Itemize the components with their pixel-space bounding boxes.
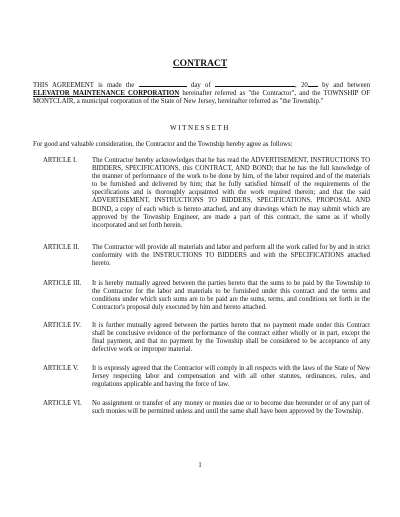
article-6 xyxy=(43,400,370,416)
article-label: ARTICLE VI. xyxy=(43,400,82,407)
article-text: It is hereby mutually agreed between the parties hereto that the sums to be paid by the Township to the Contractor for the labor and materials to be furnished under this contract and the terms and conditions under which such sums are to be paid are the sums, terms, and conditions set forth in the Contractor's proposal duly executed by him and hereto attached. xyxy=(92,280,370,312)
year-blank xyxy=(308,80,318,87)
article-5 xyxy=(43,365,370,389)
contractor-name: ELEVATOR MAINTENANCE CORPORATION xyxy=(33,90,180,98)
article-text: It is expressly agreed that the Contractor will comply in all respects with the laws of the State of New Jersey respecting labor and compensation and with all other statutes, ordinances, rules, and regulations applicable and having the force of law. xyxy=(92,365,370,389)
intro-text-5: hereinafter referred as "the Contractor", and the TOWNSHIP OF MONTCLAIR, a municipal corporation of the State of New Jersey, hereinafter referred as "the Township." xyxy=(33,90,370,106)
intro-text-3: , 20 xyxy=(295,82,308,89)
intro-text-2: day of xyxy=(190,82,211,89)
article-label: ARTICLE IV. xyxy=(43,322,81,329)
article-text: No assignment or transfer of any money or monies due or to become due hereunder or of any part of such monies will be permitted unless and until the same shall have been approved by the Township. xyxy=(92,400,370,416)
article-text: The Contractor hereby acknowledges that he has read the ADVERTISEMENT, INSTRUCTIONS TO BIDDERS, SPECIFICATIONS, this CONTRACT, AND BOND; that he has the full knowledge of the manner of performance of the work to be done by him, of the labor required and of the materials to be furnished and delivered by him; that he fully satisfied himself of the requirements of the specifications and is thoroughly acquainted with the work required therein; and that the said ADVERTISEMENT, INSTRUCTIONS TO BIDDERS, SPECIFICATIONS, PROPOSAL AND BOND, a copy of each which is hereto attached, and any drawings which he may submit which are approved by the Township Engineer, are made a part of this contract, the same as if wholly incorporated and set forth herein. xyxy=(92,157,370,229)
article-1 xyxy=(43,157,370,230)
agreement-intro xyxy=(33,80,370,106)
article-2 xyxy=(43,244,370,268)
article-label: ARTICLE II. xyxy=(43,244,80,251)
intro-text-4: by and between xyxy=(322,82,371,89)
article-label: ARTICLE V. xyxy=(43,365,79,372)
consideration-text: For good and valuable consideration, the Contractor and the Township hereby agree as follows: xyxy=(33,141,293,148)
article-3 xyxy=(43,280,370,312)
intro-text-1: THIS AGREEMENT is made the xyxy=(33,82,135,89)
article-label: ARTICLE III. xyxy=(43,280,82,287)
article-text: It is further mutually agreed between the parties hereto that no payment made under this Contract shall be conclusive evidence of the performance of the contract either wholly or in part, except the final payment, and that no payment by the Township shall be considered to be acceptance of any defective work or improper material. xyxy=(92,322,370,354)
page-title: CONTRACT xyxy=(172,59,228,69)
page-number: 1 xyxy=(198,461,202,469)
article-text: The Contractor will provide all materials and labor and perform all the work called for by and in strict conformity with the INSTRUCTIONS TO BIDDERS and with the SPECIFICATIONS attached hereto. xyxy=(92,244,370,268)
witnesseth-heading: WITNESSETH xyxy=(170,124,230,132)
day-blank xyxy=(139,80,187,87)
article-4 xyxy=(43,322,370,354)
month-blank xyxy=(215,80,295,87)
article-label: ARTICLE I. xyxy=(43,157,77,164)
